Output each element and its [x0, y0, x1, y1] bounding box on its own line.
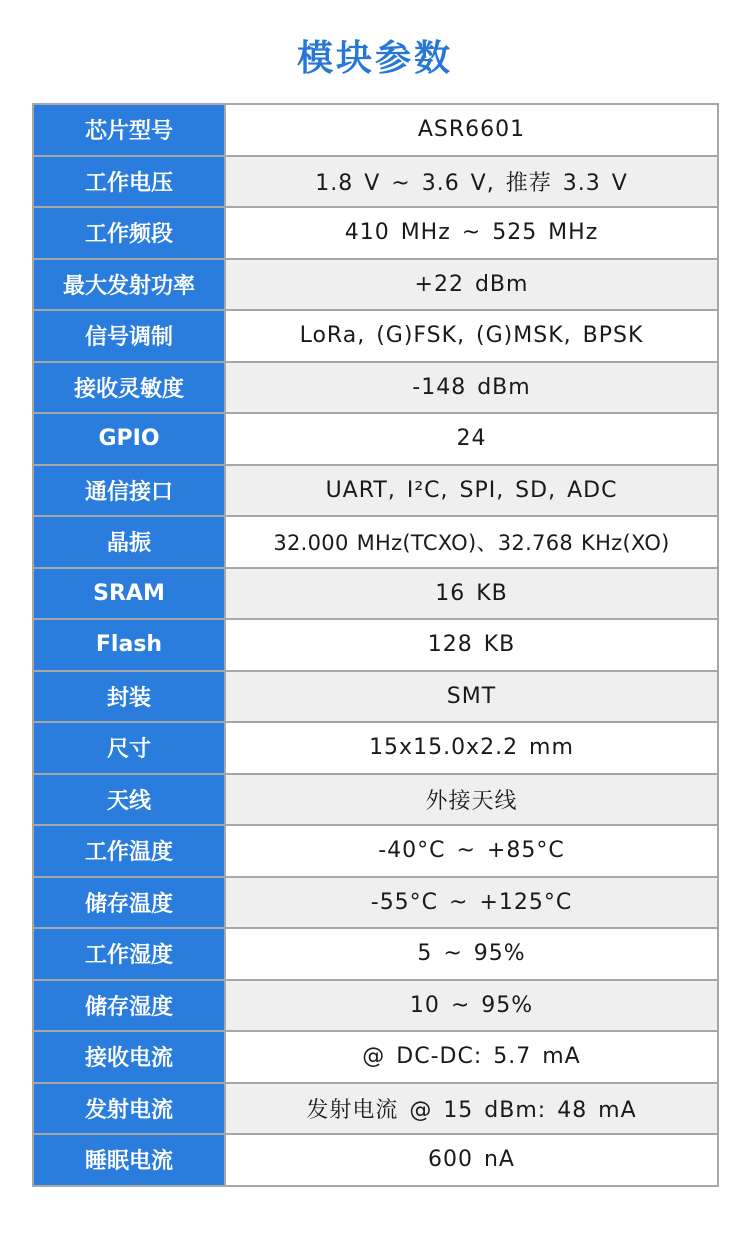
table-row: [33, 825, 718, 877]
row-label: 通信接口: [33, 465, 225, 517]
page-title: 模块参数: [296, 38, 453, 79]
row-value: +22 dBm: [225, 259, 718, 311]
table-row: [33, 104, 718, 156]
row-label: 天线: [33, 774, 225, 826]
row-label: 发射电流: [33, 1083, 225, 1135]
row-label: 工作湿度: [33, 928, 225, 980]
row-value: 410 MHz ~ 525 MHz: [225, 207, 718, 259]
table-row: [33, 568, 718, 620]
table-row: [33, 1083, 718, 1135]
row-label: 尺寸: [33, 722, 225, 774]
row-value: 外接天线: [225, 774, 718, 826]
row-label: 最大发射功率: [33, 259, 225, 311]
row-label: 接收电流: [33, 1031, 225, 1083]
table-row: [33, 1031, 718, 1083]
row-label: 工作温度: [33, 825, 225, 877]
table-row: [33, 362, 718, 414]
row-label: 芯片型号: [33, 104, 225, 156]
row-value: 发射电流 @ 15 dBm: 48 mA: [225, 1083, 718, 1135]
spec-table: [32, 103, 719, 1187]
row-value: SMT: [225, 671, 718, 723]
row-value: 10 ~ 95%: [225, 980, 718, 1032]
row-label: 晶振: [33, 516, 225, 568]
table-row: [33, 722, 718, 774]
table-row: [33, 774, 718, 826]
table-row: [33, 1134, 718, 1186]
table-row: [33, 877, 718, 929]
table-row: [33, 207, 718, 259]
row-value: 128 KB: [225, 619, 718, 671]
row-value: LoRa, (G)FSK, (G)MSK, BPSK: [225, 310, 718, 362]
row-label: 接收灵敏度: [33, 362, 225, 414]
table-row: [33, 310, 718, 362]
table-row: [33, 928, 718, 980]
row-value: 32.000 MHz(TCXO)、32.768 KHz(XO): [225, 516, 718, 568]
table-row: [33, 259, 718, 311]
row-label: 工作电压: [33, 156, 225, 208]
row-value: @ DC-DC: 5.7 mA: [225, 1031, 718, 1083]
table-row: [33, 980, 718, 1032]
row-value: 600 nA: [225, 1134, 718, 1186]
table-row: [33, 619, 718, 671]
row-value: -55°C ~ +125°C: [225, 877, 718, 929]
row-value: 1.8 V ~ 3.6 V, 推荐 3.3 V: [225, 156, 718, 208]
table-row: [33, 413, 718, 465]
row-label: Flash: [33, 619, 225, 671]
row-label: SRAM: [33, 568, 225, 620]
table-row: [33, 671, 718, 723]
row-label: GPIO: [33, 413, 225, 465]
row-value: 5 ~ 95%: [225, 928, 718, 980]
row-value: -148 dBm: [225, 362, 718, 414]
row-value: 16 KB: [225, 568, 718, 620]
row-label: 储存温度: [33, 877, 225, 929]
row-value: -40°C ~ +85°C: [225, 825, 718, 877]
row-label: 信号调制: [33, 310, 225, 362]
row-value: 24: [225, 413, 718, 465]
row-value: ASR6601: [225, 104, 718, 156]
row-label: 工作频段: [33, 207, 225, 259]
row-label: 储存湿度: [33, 980, 225, 1032]
row-value: UART, I²C, SPI, SD, ADC: [225, 465, 718, 517]
row-label: 睡眠电流: [33, 1134, 225, 1186]
row-label: 封装: [33, 671, 225, 723]
table-row: [33, 465, 718, 517]
table-row: [33, 156, 718, 208]
row-value: 15x15.0x2.2 mm: [225, 722, 718, 774]
table-row: [33, 516, 718, 568]
